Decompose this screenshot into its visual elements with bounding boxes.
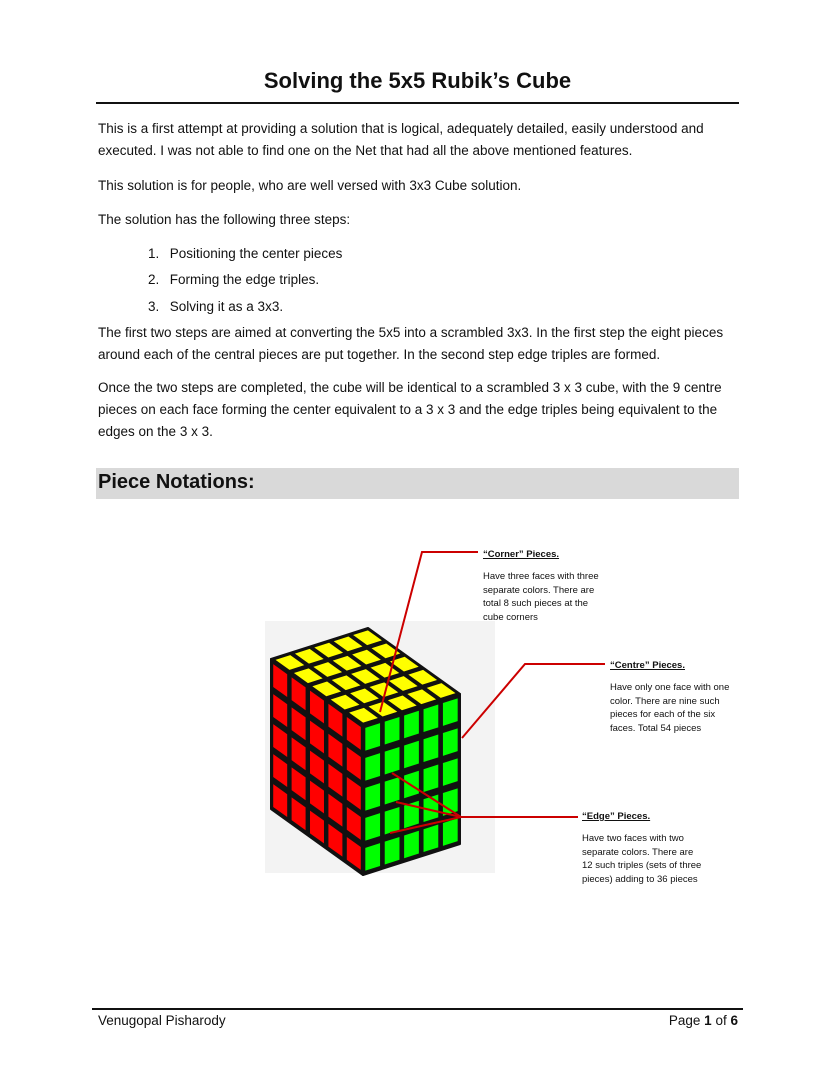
right-sticker: [443, 788, 458, 816]
footer-divider: [92, 1008, 743, 1010]
right-sticker: [365, 753, 380, 781]
paragraph-result: Once the two steps are completed, the cube will be identical to a scrambled 3 x 3 cube, with the 9 centre pieces on each face forming the center equivalent to a 3 x 3 and the edge triples being equivalent to the edges on the 3 x 3.: [98, 380, 722, 439]
edge-pieces-title: “Edge” Pieces.: [582, 811, 651, 822]
note-line: pieces for each of the six: [610, 709, 716, 720]
page-of: of: [715, 1013, 727, 1028]
step-text: Positioning the center pieces: [169, 246, 343, 261]
right-sticker: [385, 807, 400, 835]
right-sticker: [424, 765, 439, 793]
step-text: Solving it as a 3x3.: [169, 299, 284, 314]
step-number: 2.: [148, 272, 160, 287]
right-sticker: [424, 705, 439, 733]
right-sticker: [404, 711, 419, 739]
page-total: 6: [730, 1013, 738, 1028]
note-line: faces. Total 54 pieces: [610, 722, 702, 734]
right-sticker: [385, 777, 400, 805]
note-line: Have only one face with one: [610, 682, 730, 693]
right-sticker: [365, 783, 380, 811]
centre-pieces-title: “Centre” Pieces.: [610, 660, 685, 671]
section-heading: Piece Notations:: [98, 471, 255, 493]
right-sticker: [365, 813, 380, 841]
step-number: 1.: [148, 246, 160, 261]
note-line: 12 such triples (sets of three: [582, 860, 702, 871]
right-sticker: [424, 735, 439, 763]
note-line: separate colors. There are: [582, 846, 694, 858]
note-line: cube corners: [483, 611, 538, 623]
corner-pieces-description: [483, 570, 613, 624]
footer-page-number: [669, 1013, 738, 1028]
note-line: separate colors. There are: [483, 584, 595, 596]
right-sticker: [424, 825, 439, 853]
centre-pieces-description: [610, 681, 740, 735]
step-text: Forming the edge triples.: [169, 272, 320, 287]
intro-paragraph-1: This is a first attempt at providing a solution that is logical, adequately detailed, easily understood and executed. I was not able to find one on the Net that had all the above mentioned features.: [98, 121, 704, 158]
footer-author: Venugopal Pisharody: [98, 1013, 226, 1028]
page-label: Page: [668, 1013, 701, 1028]
step-number: 3.: [148, 299, 160, 314]
paragraph-steps-summary: The first two steps are aimed at converting the 5x5 into a scrambled 3x3. In the first step the eight pieces around each of the central pieces are put together. In the second step edge triples are formed.: [98, 325, 724, 362]
edge-pieces-description: [582, 832, 712, 886]
note-line: total 8 such pieces at the: [483, 598, 589, 609]
right-sticker: [404, 831, 419, 859]
intro-paragraph-3: The solution has the following three steps:: [98, 212, 351, 227]
right-sticker: [443, 758, 458, 786]
note-line: Have two faces with two: [582, 833, 684, 844]
right-sticker: [385, 837, 400, 865]
right-sticker: [385, 717, 400, 745]
right-sticker: [443, 728, 458, 756]
corner-pieces-title: “Corner” Pieces.: [483, 549, 560, 560]
right-sticker: [443, 698, 458, 726]
right-sticker: [404, 741, 419, 769]
intro-paragraph-2: This solution is for people, who are well versed with 3x3 Cube solution.: [98, 178, 522, 193]
right-sticker: [365, 723, 380, 751]
note-line: Have three faces with three: [483, 571, 599, 582]
right-sticker: [365, 843, 380, 871]
right-sticker: [443, 818, 458, 846]
page-current: 1: [704, 1013, 712, 1028]
note-line: pieces) adding to 36 pieces: [582, 873, 698, 885]
note-line: color. There are nine such: [610, 695, 720, 707]
right-sticker: [385, 747, 400, 775]
page-title: Solving the 5x5 Rubik’s Cube: [263, 68, 572, 93]
